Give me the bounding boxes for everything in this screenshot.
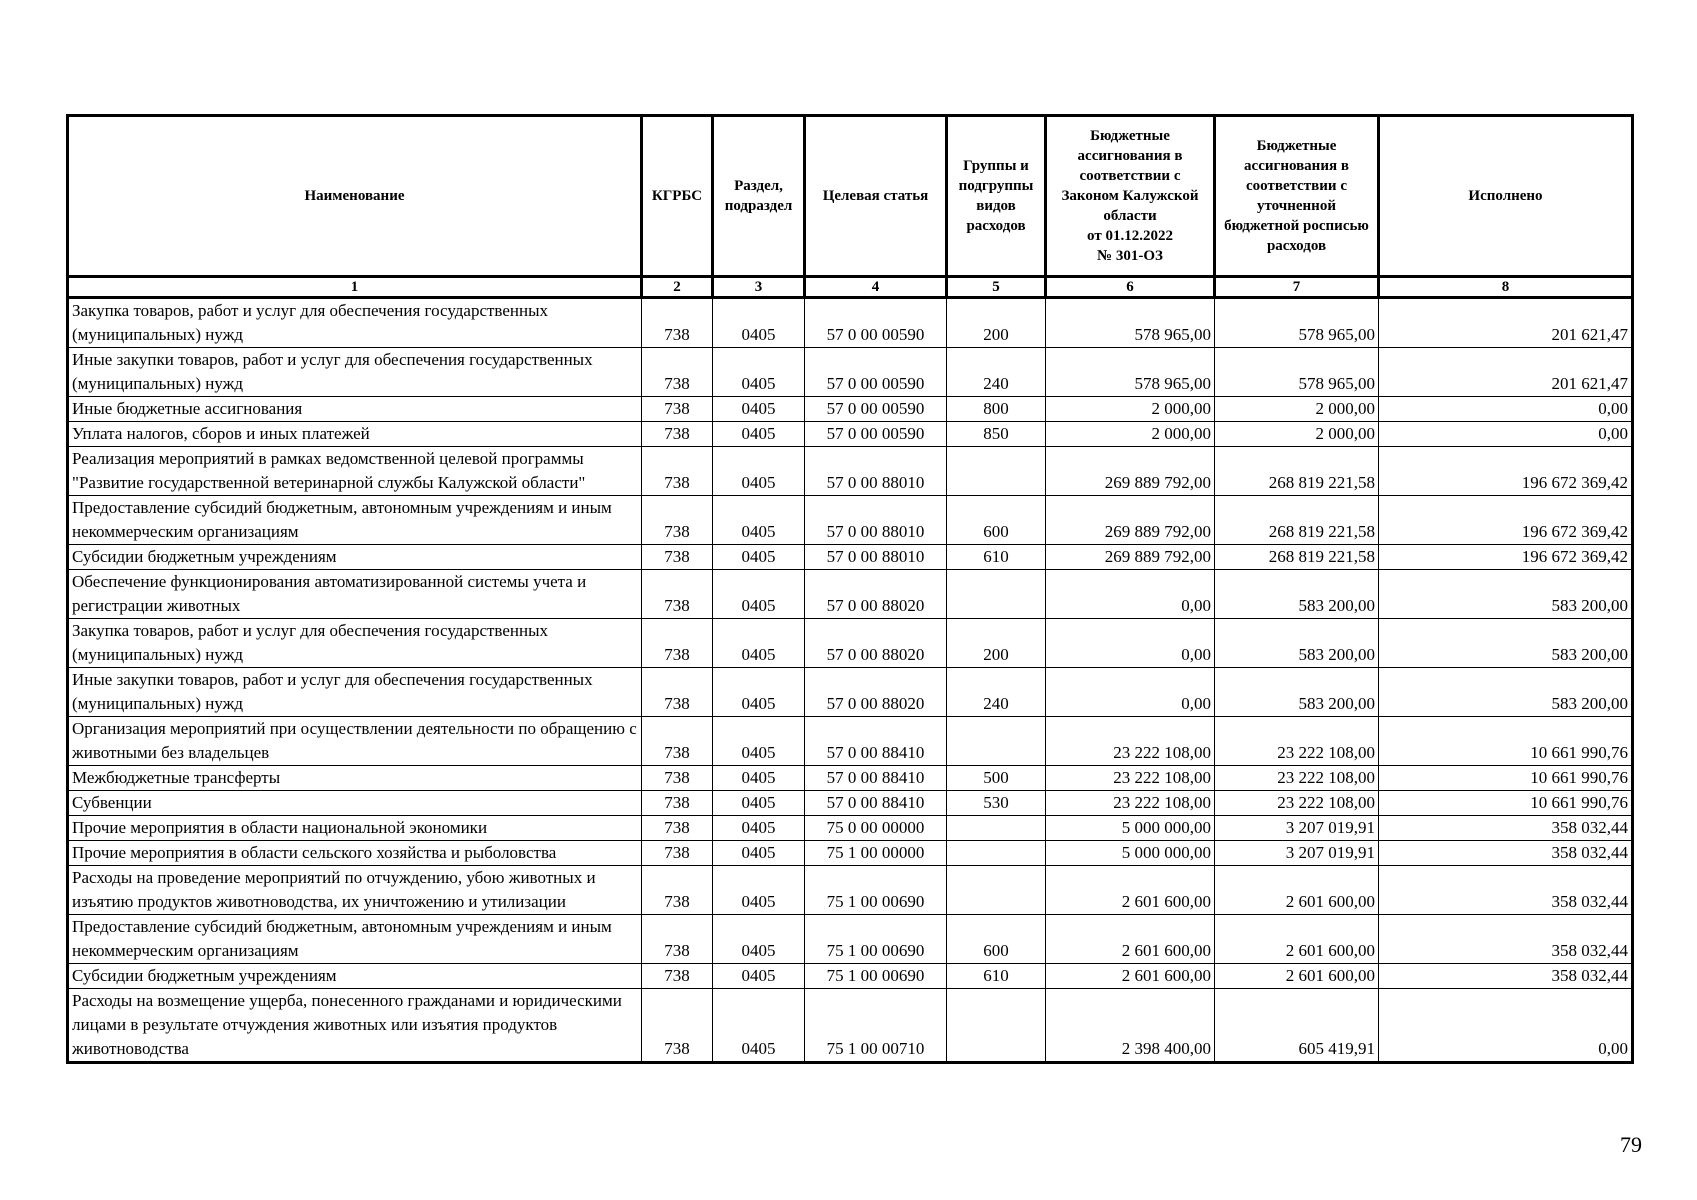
- row-target-cell: 57 0 00 00590: [805, 397, 947, 422]
- header-target: Целевая статья: [805, 116, 947, 277]
- header-refined-allocations: Бюджетные ассигнования в соответствии с уточненной бюджетной росписью расходов: [1215, 116, 1379, 277]
- table-row: [68, 397, 1633, 422]
- row-refined-amount-cell: 23 222 108,00: [1215, 766, 1379, 791]
- row-refined-amount-cell: 583 200,00: [1215, 570, 1379, 619]
- row-name-cell: Субсидии бюджетным учреждениям: [68, 545, 642, 570]
- row-executed-amount-cell: 358 032,44: [1379, 841, 1633, 866]
- row-law-amount-cell: 0,00: [1046, 668, 1215, 717]
- row-target-cell: 75 0 00 00000: [805, 816, 947, 841]
- row-name-cell: Организация мероприятий при осуществлении деятельности по обращению с животными без владельцев: [68, 717, 642, 766]
- row-law-amount-cell: 5 000 000,00: [1046, 816, 1215, 841]
- header-law-allocations: [1046, 116, 1215, 277]
- row-executed-amount-cell: 201 621,47: [1379, 348, 1633, 397]
- table-body: [68, 298, 1633, 1063]
- row-executed-amount-cell: 0,00: [1379, 397, 1633, 422]
- row-target-cell: 57 0 00 88020: [805, 619, 947, 668]
- row-group-cell: [947, 841, 1046, 866]
- row-law-amount-cell: 0,00: [1046, 570, 1215, 619]
- row-kgrbs-cell: 738: [642, 298, 713, 348]
- row-refined-amount-cell: 268 819 221,58: [1215, 496, 1379, 545]
- row-target-cell: 57 0 00 00590: [805, 298, 947, 348]
- row-executed-amount-cell: 358 032,44: [1379, 964, 1633, 989]
- row-name-cell: Закупка товаров, работ и услуг для обеспечения государственных (муниципальных) нужд: [68, 298, 642, 348]
- row-target-cell: 75 1 00 00690: [805, 964, 947, 989]
- row-target-cell: 57 0 00 88410: [805, 791, 947, 816]
- row-target-cell: 57 0 00 88020: [805, 668, 947, 717]
- row-kgrbs-cell: 738: [642, 791, 713, 816]
- row-executed-amount-cell: 10 661 990,76: [1379, 717, 1633, 766]
- table-row: [68, 964, 1633, 989]
- row-refined-amount-cell: 3 207 019,91: [1215, 816, 1379, 841]
- row-kgrbs-cell: 738: [642, 866, 713, 915]
- row-section-cell: 0405: [713, 397, 805, 422]
- row-law-amount-cell: 0,00: [1046, 619, 1215, 668]
- column-number: 6: [1046, 277, 1215, 298]
- row-target-cell: 57 0 00 88010: [805, 545, 947, 570]
- row-refined-amount-cell: 2 000,00: [1215, 422, 1379, 447]
- row-executed-amount-cell: 10 661 990,76: [1379, 791, 1633, 816]
- row-name-cell: Иные закупки товаров, работ и услуг для обеспечения государственных (муниципальных) нужд: [68, 348, 642, 397]
- row-name-cell: Межбюджетные трансферты: [68, 766, 642, 791]
- row-refined-amount-cell: 2 601 600,00: [1215, 964, 1379, 989]
- row-name-cell: Иные бюджетные ассигнования: [68, 397, 642, 422]
- row-group-cell: 200: [947, 619, 1046, 668]
- table-row: [68, 619, 1633, 668]
- row-law-amount-cell: 269 889 792,00: [1046, 496, 1215, 545]
- row-refined-amount-cell: 578 965,00: [1215, 348, 1379, 397]
- row-kgrbs-cell: 738: [642, 816, 713, 841]
- row-refined-amount-cell: 23 222 108,00: [1215, 791, 1379, 816]
- row-section-cell: 0405: [713, 570, 805, 619]
- row-group-cell: [947, 570, 1046, 619]
- row-group-cell: [947, 866, 1046, 915]
- row-section-cell: 0405: [713, 791, 805, 816]
- row-kgrbs-cell: 738: [642, 570, 713, 619]
- row-group-cell: 600: [947, 496, 1046, 545]
- page-number: 79: [1620, 1132, 1642, 1157]
- row-target-cell: 57 0 00 88410: [805, 717, 947, 766]
- row-target-cell: 57 0 00 00590: [805, 422, 947, 447]
- row-group-cell: 800: [947, 397, 1046, 422]
- row-kgrbs-cell: 738: [642, 841, 713, 866]
- row-name-cell: Обеспечение функционирования автоматизированной системы учета и регистрации животных: [68, 570, 642, 619]
- row-refined-amount-cell: 583 200,00: [1215, 619, 1379, 668]
- row-refined-amount-cell: 578 965,00: [1215, 298, 1379, 348]
- row-section-cell: 0405: [713, 422, 805, 447]
- row-section-cell: 0405: [713, 348, 805, 397]
- row-executed-amount-cell: 583 200,00: [1379, 570, 1633, 619]
- row-section-cell: 0405: [713, 545, 805, 570]
- row-kgrbs-cell: 738: [642, 397, 713, 422]
- table-row: [68, 841, 1633, 866]
- row-target-cell: 57 0 00 00590: [805, 348, 947, 397]
- row-kgrbs-cell: 738: [642, 496, 713, 545]
- row-law-amount-cell: 578 965,00: [1046, 298, 1215, 348]
- row-kgrbs-cell: 738: [642, 717, 713, 766]
- budget-table: [66, 114, 1634, 1064]
- row-refined-amount-cell: 268 819 221,58: [1215, 545, 1379, 570]
- table-row: [68, 717, 1633, 766]
- row-law-amount-cell: 23 222 108,00: [1046, 717, 1215, 766]
- row-executed-amount-cell: 358 032,44: [1379, 915, 1633, 964]
- table-row: [68, 766, 1633, 791]
- row-target-cell: 75 1 00 00690: [805, 915, 947, 964]
- table-row: [68, 570, 1633, 619]
- row-group-cell: 200: [947, 298, 1046, 348]
- row-section-cell: 0405: [713, 298, 805, 348]
- header-law-line1: Бюджетные ассигнования в соответствии с Законом Калужской области: [1061, 128, 1199, 224]
- row-kgrbs-cell: 738: [642, 915, 713, 964]
- row-law-amount-cell: 5 000 000,00: [1046, 841, 1215, 866]
- row-law-amount-cell: 23 222 108,00: [1046, 791, 1215, 816]
- row-executed-amount-cell: 196 672 369,42: [1379, 447, 1633, 496]
- row-section-cell: 0405: [713, 766, 805, 791]
- table-row: [68, 816, 1633, 841]
- column-number: 7: [1215, 277, 1379, 298]
- header-name: Наименование: [68, 116, 642, 277]
- row-kgrbs-cell: 738: [642, 964, 713, 989]
- row-name-cell: Иные закупки товаров, работ и услуг для обеспечения государственных (муниципальных) нужд: [68, 668, 642, 717]
- row-name-cell: Расходы на возмещение ущерба, понесенного гражданами и юридическими лицами в результате отчуждения животных или изъятия продуктов животноводства: [68, 989, 642, 1063]
- row-refined-amount-cell: 268 819 221,58: [1215, 447, 1379, 496]
- row-name-cell: Субсидии бюджетным учреждениям: [68, 964, 642, 989]
- row-executed-amount-cell: 10 661 990,76: [1379, 766, 1633, 791]
- row-target-cell: 75 1 00 00690: [805, 866, 947, 915]
- column-number: 8: [1379, 277, 1633, 298]
- row-section-cell: 0405: [713, 619, 805, 668]
- row-law-amount-cell: 23 222 108,00: [1046, 766, 1215, 791]
- row-law-amount-cell: 269 889 792,00: [1046, 447, 1215, 496]
- row-kgrbs-cell: 738: [642, 447, 713, 496]
- row-refined-amount-cell: 2 000,00: [1215, 397, 1379, 422]
- row-executed-amount-cell: 358 032,44: [1379, 816, 1633, 841]
- row-law-amount-cell: 269 889 792,00: [1046, 545, 1215, 570]
- column-number: 4: [805, 277, 947, 298]
- row-executed-amount-cell: 583 200,00: [1379, 668, 1633, 717]
- row-group-cell: [947, 447, 1046, 496]
- row-kgrbs-cell: 738: [642, 545, 713, 570]
- row-law-amount-cell: 2 601 600,00: [1046, 915, 1215, 964]
- column-number: 3: [713, 277, 805, 298]
- row-name-cell: Прочие мероприятия в области сельского хозяйства и рыболовства: [68, 841, 642, 866]
- row-section-cell: 0405: [713, 668, 805, 717]
- header-section: Раздел, подраздел: [713, 116, 805, 277]
- row-kgrbs-cell: 738: [642, 668, 713, 717]
- table-row: [68, 545, 1633, 570]
- row-refined-amount-cell: 23 222 108,00: [1215, 717, 1379, 766]
- row-section-cell: 0405: [713, 447, 805, 496]
- row-kgrbs-cell: 738: [642, 766, 713, 791]
- row-name-cell: Уплата налогов, сборов и иных платежей: [68, 422, 642, 447]
- row-law-amount-cell: 578 965,00: [1046, 348, 1215, 397]
- row-refined-amount-cell: 605 419,91: [1215, 989, 1379, 1063]
- row-group-cell: 610: [947, 964, 1046, 989]
- row-group-cell: 850: [947, 422, 1046, 447]
- column-number: 5: [947, 277, 1046, 298]
- row-name-cell: Прочие мероприятия в области национальной экономики: [68, 816, 642, 841]
- row-executed-amount-cell: 0,00: [1379, 422, 1633, 447]
- row-executed-amount-cell: 201 621,47: [1379, 298, 1633, 348]
- table-row: [68, 915, 1633, 964]
- header-groups: Группы и подгруппы видов расходов: [947, 116, 1046, 277]
- row-law-amount-cell: 2 000,00: [1046, 397, 1215, 422]
- row-section-cell: 0405: [713, 816, 805, 841]
- row-group-cell: 610: [947, 545, 1046, 570]
- row-law-amount-cell: 2 601 600,00: [1046, 866, 1215, 915]
- row-name-cell: Предоставление субсидий бюджетным, автономным учреждениям и иным некоммерческим организациям: [68, 915, 642, 964]
- row-group-cell: 600: [947, 915, 1046, 964]
- row-refined-amount-cell: 2 601 600,00: [1215, 915, 1379, 964]
- row-section-cell: 0405: [713, 866, 805, 915]
- table-row: [68, 668, 1633, 717]
- table-row: [68, 989, 1633, 1063]
- row-kgrbs-cell: 738: [642, 422, 713, 447]
- row-section-cell: 0405: [713, 964, 805, 989]
- header-kgrbs: КГРБС: [642, 116, 713, 277]
- row-target-cell: 57 0 00 88410: [805, 766, 947, 791]
- row-target-cell: 57 0 00 88010: [805, 447, 947, 496]
- row-name-cell: Расходы на проведение мероприятий по отчуждению, убою животных и изъятию продуктов животноводства, их уничтожению и утилизации: [68, 866, 642, 915]
- row-refined-amount-cell: 2 601 600,00: [1215, 866, 1379, 915]
- row-section-cell: 0405: [713, 915, 805, 964]
- row-name-cell: Предоставление субсидий бюджетным, автономным учреждениям и иным некоммерческим организациям: [68, 496, 642, 545]
- table-row: [68, 447, 1633, 496]
- header-law-line3: № 301-ОЗ: [1097, 248, 1163, 264]
- header-executed: Исполнено: [1379, 116, 1633, 277]
- table-row: [68, 422, 1633, 447]
- row-group-cell: 530: [947, 791, 1046, 816]
- row-section-cell: 0405: [713, 841, 805, 866]
- row-law-amount-cell: 2 000,00: [1046, 422, 1215, 447]
- row-kgrbs-cell: 738: [642, 619, 713, 668]
- row-target-cell: 75 1 00 00000: [805, 841, 947, 866]
- table-row: [68, 298, 1633, 348]
- row-executed-amount-cell: 196 672 369,42: [1379, 496, 1633, 545]
- table-row: [68, 791, 1633, 816]
- row-name-cell: Закупка товаров, работ и услуг для обеспечения государственных (муниципальных) нужд: [68, 619, 642, 668]
- row-section-cell: 0405: [713, 496, 805, 545]
- row-group-cell: 240: [947, 348, 1046, 397]
- row-refined-amount-cell: 583 200,00: [1215, 668, 1379, 717]
- row-section-cell: 0405: [713, 989, 805, 1063]
- row-group-cell: 240: [947, 668, 1046, 717]
- column-number: 2: [642, 277, 713, 298]
- row-executed-amount-cell: 583 200,00: [1379, 619, 1633, 668]
- row-kgrbs-cell: 738: [642, 989, 713, 1063]
- row-law-amount-cell: 2 601 600,00: [1046, 964, 1215, 989]
- header-law-line2: от 01.12.2022: [1087, 228, 1173, 244]
- row-name-cell: Субвенции: [68, 791, 642, 816]
- row-executed-amount-cell: 358 032,44: [1379, 866, 1633, 915]
- row-group-cell: [947, 816, 1046, 841]
- row-group-cell: 500: [947, 766, 1046, 791]
- row-group-cell: [947, 717, 1046, 766]
- table-header: [68, 116, 1633, 298]
- row-name-cell: Реализация мероприятий в рамках ведомственной целевой программы "Развитие государственной ветеринарной службы Калужской области": [68, 447, 642, 496]
- row-law-amount-cell: 2 398 400,00: [1046, 989, 1215, 1063]
- row-executed-amount-cell: 196 672 369,42: [1379, 545, 1633, 570]
- row-target-cell: 57 0 00 88020: [805, 570, 947, 619]
- row-group-cell: [947, 989, 1046, 1063]
- column-numbers-row: [68, 277, 1633, 298]
- row-executed-amount-cell: 0,00: [1379, 989, 1633, 1063]
- row-target-cell: 75 1 00 00710: [805, 989, 947, 1063]
- table-row: [68, 348, 1633, 397]
- column-number: 1: [68, 277, 642, 298]
- row-kgrbs-cell: 738: [642, 348, 713, 397]
- row-target-cell: 57 0 00 88010: [805, 496, 947, 545]
- row-section-cell: 0405: [713, 717, 805, 766]
- table-row: [68, 866, 1633, 915]
- row-refined-amount-cell: 3 207 019,91: [1215, 841, 1379, 866]
- table-row: [68, 496, 1633, 545]
